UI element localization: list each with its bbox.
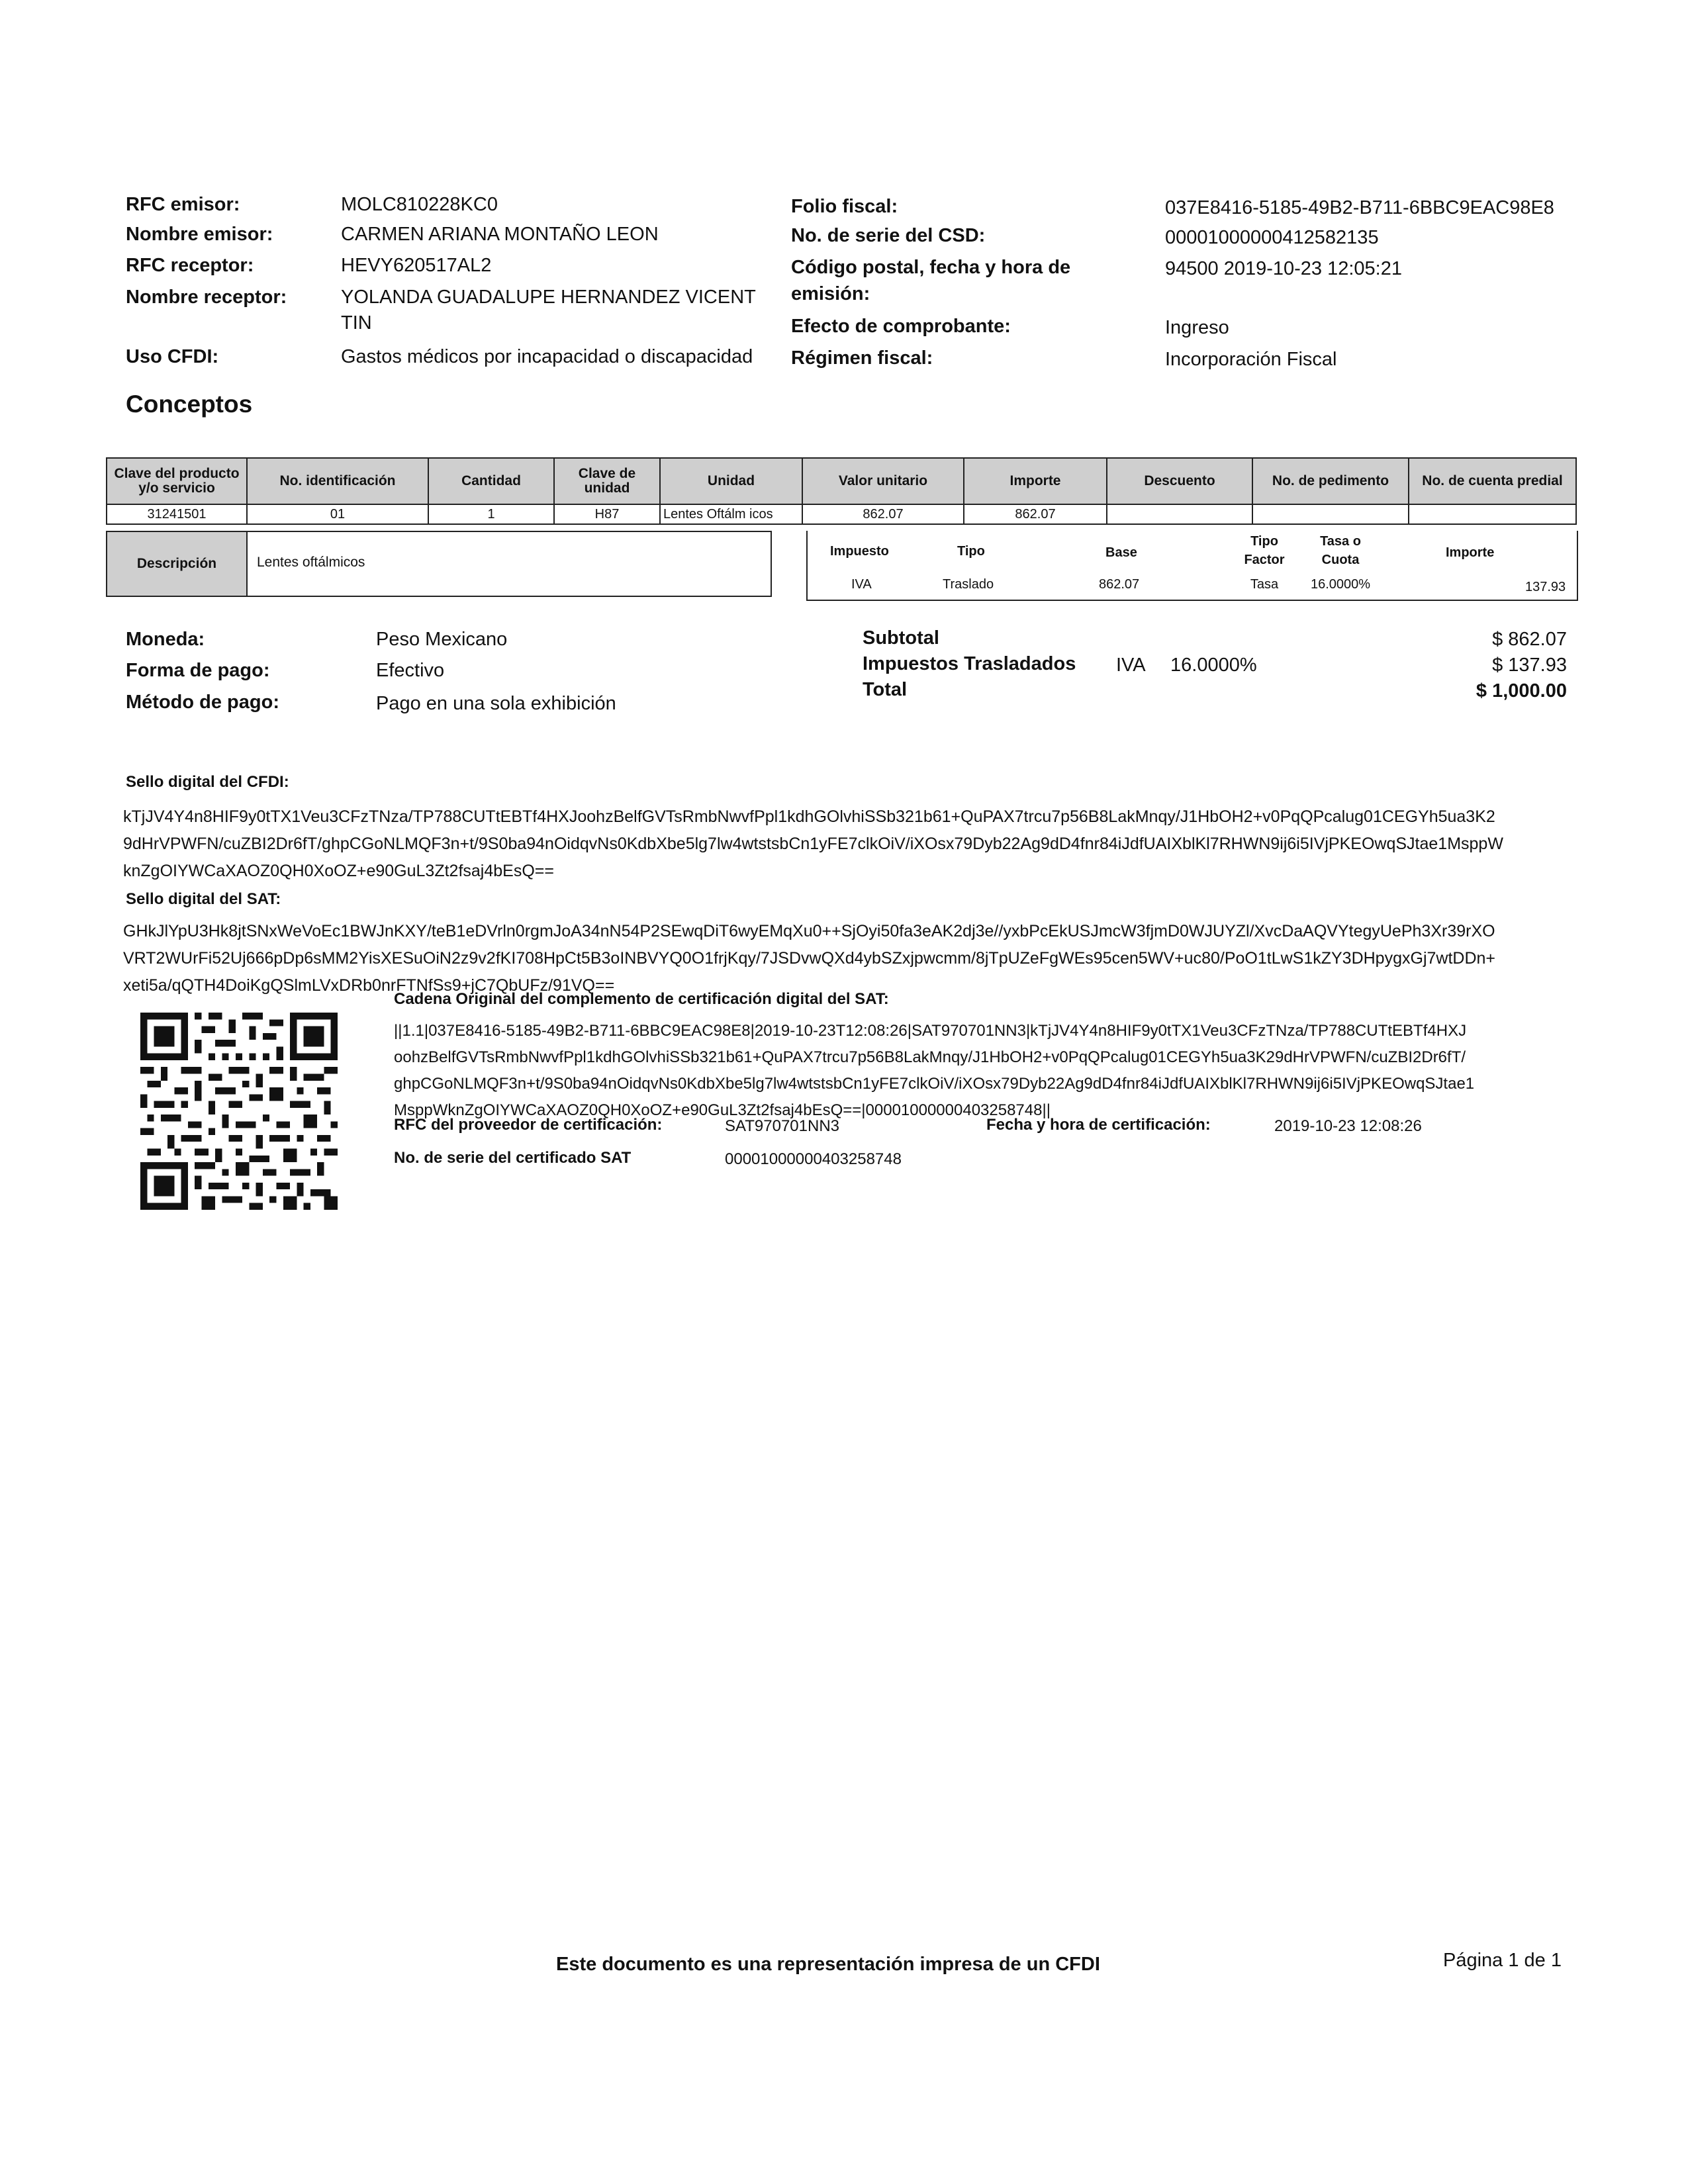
tax-tasa-value: 16.0000% [1310, 577, 1371, 592]
col-cuenta-predial: No. de cuenta predial [1409, 458, 1576, 504]
col-no-identificacion: No. identificación [247, 458, 428, 504]
cell-no-identificacion: 01 [247, 504, 428, 524]
col-unidad: Unidad [660, 458, 802, 504]
impuestos-value: $ 137.93 [1492, 655, 1567, 676]
col-clave-unidad: Clave de unidad [554, 458, 660, 504]
impuestos-tasa: 16.0000% [1170, 655, 1257, 676]
tax-impuesto-header: Impuesto [830, 544, 889, 559]
cadena-label: Cadena Original del complemento de certificación digital del SAT: [394, 990, 889, 1008]
regimen-fiscal-value: Incorporación Fiscal [1165, 349, 1337, 370]
sello-sat-text [123, 918, 1593, 999]
subtotal-label: Subtotal [863, 627, 939, 649]
cell-no-pedimento [1252, 504, 1409, 524]
tax-tipo-value: Traslado [943, 577, 994, 592]
forma-pago-label: Forma de pago: [126, 660, 270, 681]
sello-cfdi-label: Sello digital del CFDI: [126, 773, 289, 791]
col-cantidad: Cantidad [428, 458, 554, 504]
impuestos-box [806, 531, 1578, 601]
nombre-receptor-value: YOLANDA GUADALUPE HERNANDEZ VICENT [341, 287, 756, 308]
table-header-row [107, 458, 1576, 504]
tax-tipo-header: Tipo [957, 544, 985, 559]
rfc-proveedor-label: RFC del proveedor de certificación: [394, 1116, 663, 1134]
cadena-line: ghpCGoNLMQF3n+t/9S0ba94nOidqvNs0KdbXbe5lg7lw4wtstsbCn1yFE7clkOiV/iXOsx79Dyb22Ag9dD4fnr84iJdfUAIXblKl7RHWN9ij6i5IVjPKEOwqSJtae1 [394, 1075, 1475, 1093]
efecto-comprobante-label: Efecto de comprobante: [791, 316, 1011, 337]
codigo-postal-label-continued: emisión: [791, 283, 870, 304]
serie-csd-value: 00001000000412582135 [1165, 227, 1379, 248]
descripcion-box [106, 531, 772, 597]
sello-sat-line: VRT2WUrFi52Uj666pDp6sMM2YisXESuOiN2z9v2fKI708HpCt5B3oINBVYQ0O1frjKqy/7JSDvwQXd4ybSZxjpwcmm/8jTpUZeFgWEs95cen5WV+uc80/PoO1tLwS1kZY3DHpygxGj7wtDDn+ [123, 949, 1496, 968]
sello-cfdi-line: 9dHrVPWFN/cuZBI2Dr6fT/ghpCGoNLMQF3n+t/9S0ba94nOidqvNs0KdbXbe5lg7lw4wtstsbCn1yFE7clkOiV/iXOsx79Dyb22Ag9dD4fnr84iJdfUAIXblKl7RHWN9ij6i5IVjPKEOwqSJtae1MsppW [123, 835, 1503, 853]
tax-impuesto-value: IVA [851, 577, 872, 592]
cadena-line: oohzBelfGVTsRmbNwvfPpl1kdhGOlvhiSSb321b61+QuPAX7trcu7p56B8LakMnqy/J1HbOH2+v0PqQPcalug01CEGYh5ua3K29dHrVPWFN/cuZBI2Dr6fT/ [394, 1048, 1466, 1066]
tax-importe-header: Importe [1446, 545, 1495, 560]
col-clave-producto: Clave del producto y/o servicio [107, 458, 247, 504]
impuestos-trasladados-label: Impuestos Trasladados [863, 653, 1076, 674]
codigo-postal-label: Código postal, fecha y hora de [791, 257, 1071, 278]
subtotal-value: $ 862.07 [1492, 629, 1567, 650]
rfc-receptor-value: HEVY620517AL2 [341, 255, 492, 276]
impuestos-tipo: IVA [1116, 655, 1146, 676]
cadena-line: MsppWknZgOIYWCaXAOZ0QH0XoOZ+e90GuL3Zt2fsaj4bEsQ==|00001000000403258748|| [394, 1101, 1051, 1119]
cell-clave-producto: 31241501 [107, 504, 247, 524]
sello-sat-label: Sello digital del SAT: [126, 890, 281, 908]
cell-descuento [1107, 504, 1252, 524]
tax-tasa-header-1: Tasa o [1320, 534, 1361, 549]
sello-cfdi-line: kTjJV4Y4n8HIF9y0tTX1Veu3CFzTNza/TP788CUTtEBTf4HXJoohzBelfGVTsRmbNwvfPpl1kdhGOlvhiSSb321b61+QuPAX7trcu7p56B8LakMnqy/J1HbOH2+v0PqQPcalug01CEGYh5ua3K2 [123, 807, 1495, 826]
cell-valor-unitario: 862.07 [802, 504, 964, 524]
metodo-pago-value: Pago en una sola exhibición [376, 693, 616, 714]
sello-sat-line: GHkJlYpU3Hk8jtSNxWeVoEc1BWJnKXY/teB1eDVrln0rgmJoA34nN54P2SEwqDiT6wyEMqXu0++SjOyi50fa3eAK2dj3e//yxbPcEkUSJmcW3fjmD0WJUYZl/XvcDaAQVYtegyUePh3Xr39rXO [123, 922, 1495, 940]
tax-tipo-factor-header-2: Factor [1244, 553, 1285, 567]
rfc-emisor-label: RFC emisor: [126, 194, 240, 215]
nombre-emisor-label: Nombre emisor: [126, 224, 273, 245]
tax-tipo-factor-header-1: Tipo [1250, 534, 1278, 549]
total-value: $ 1,000.00 [1476, 680, 1567, 702]
col-no-pedimento: No. de pedimento [1252, 458, 1409, 504]
cadena-line: ||1.1|037E8416-5185-49B2-B711-6BBC9EAC98E8|2019-10-23T12:08:26|SAT970701NN3|kTjJV4Y4n8HIF9y0tTX1Veu3CFzTNza/TP788CUTtEBTf4HXJ [394, 1022, 1467, 1040]
metodo-pago-label: Método de pago: [126, 692, 279, 713]
nombre-emisor-value: CARMEN ARIANA MONTAÑO LEON [341, 224, 659, 245]
uso-cfdi-label: Uso CFDI: [126, 346, 219, 367]
sello-sat-line: xeti5a/qQTH4DoiKgQSlmLVxDRb0nrFTNfSs9+jC7QbUFz/91VQ== [123, 976, 615, 995]
moneda-label: Moneda: [126, 629, 205, 650]
cell-cuenta-predial [1409, 504, 1576, 524]
fecha-certificacion-label: Fecha y hora de certificación: [986, 1116, 1211, 1134]
tax-importe-value: 137.93 [1525, 580, 1566, 594]
cadena-text [394, 1018, 1592, 1124]
cell-unidad: Lentes Oftálm icos [660, 504, 802, 524]
uso-cfdi-value: Gastos médicos por incapacidad o discapacidad [341, 346, 753, 367]
tax-tipo-factor-value: Tasa [1250, 577, 1279, 592]
conceptos-table [106, 457, 1577, 525]
efecto-comprobante-value: Ingreso [1165, 317, 1229, 338]
conceptos-title: Conceptos [126, 390, 253, 418]
descripcion-text: Lentes oftálmicos [257, 555, 365, 570]
footer-text: Este documento es una representación impresa de un CFDI [556, 1954, 1100, 1975]
serie-certificado-value: 00001000000403258748 [725, 1150, 902, 1168]
tax-base-header: Base [1105, 545, 1137, 560]
folio-fiscal-value: 037E8416-5185-49B2-B711-6BBC9EAC98E8 [1165, 197, 1554, 218]
col-importe: Importe [964, 458, 1107, 504]
total-label: Total [863, 679, 908, 700]
col-descuento: Descuento [1107, 458, 1252, 504]
rfc-proveedor-value: SAT970701NN3 [725, 1117, 839, 1135]
tax-base-value: 862.07 [1099, 577, 1140, 592]
forma-pago-value: Efectivo [376, 660, 445, 681]
folio-fiscal-label: Folio fiscal: [791, 196, 898, 217]
descripcion-label: Descripción [107, 532, 248, 596]
cell-importe: 862.07 [964, 504, 1107, 524]
tax-tasa-header-2: Cuota [1321, 553, 1360, 567]
rfc-emisor-value: MOLC810228KC0 [341, 194, 498, 215]
codigo-postal-value: 94500 2019-10-23 12:05:21 [1165, 258, 1402, 279]
qr-code-image [140, 1013, 338, 1210]
col-valor-unitario: Valor unitario [802, 458, 964, 504]
cell-clave-unidad: H87 [554, 504, 660, 524]
fecha-certificacion-value: 2019-10-23 12:08:26 [1274, 1117, 1422, 1135]
cell-cantidad: 1 [428, 504, 554, 524]
page-number: Página 1 de 1 [1443, 1950, 1562, 1971]
sello-cfdi-text [123, 803, 1593, 885]
table-row [107, 504, 1576, 524]
serie-csd-label: No. de serie del CSD: [791, 225, 986, 246]
nombre-receptor-label: Nombre receptor: [126, 287, 287, 308]
serie-certificado-label: No. de serie del certificado SAT [394, 1149, 632, 1167]
nombre-receptor-value-continued: TIN [341, 312, 372, 334]
regimen-fiscal-label: Régimen fiscal: [791, 347, 933, 369]
moneda-value: Peso Mexicano [376, 629, 508, 650]
rfc-receptor-label: RFC receptor: [126, 255, 254, 276]
sello-cfdi-line: knZgOIYWCaXAOZ0QH0XoOZ+e90GuL3Zt2fsaj4bEsQ== [123, 862, 554, 880]
